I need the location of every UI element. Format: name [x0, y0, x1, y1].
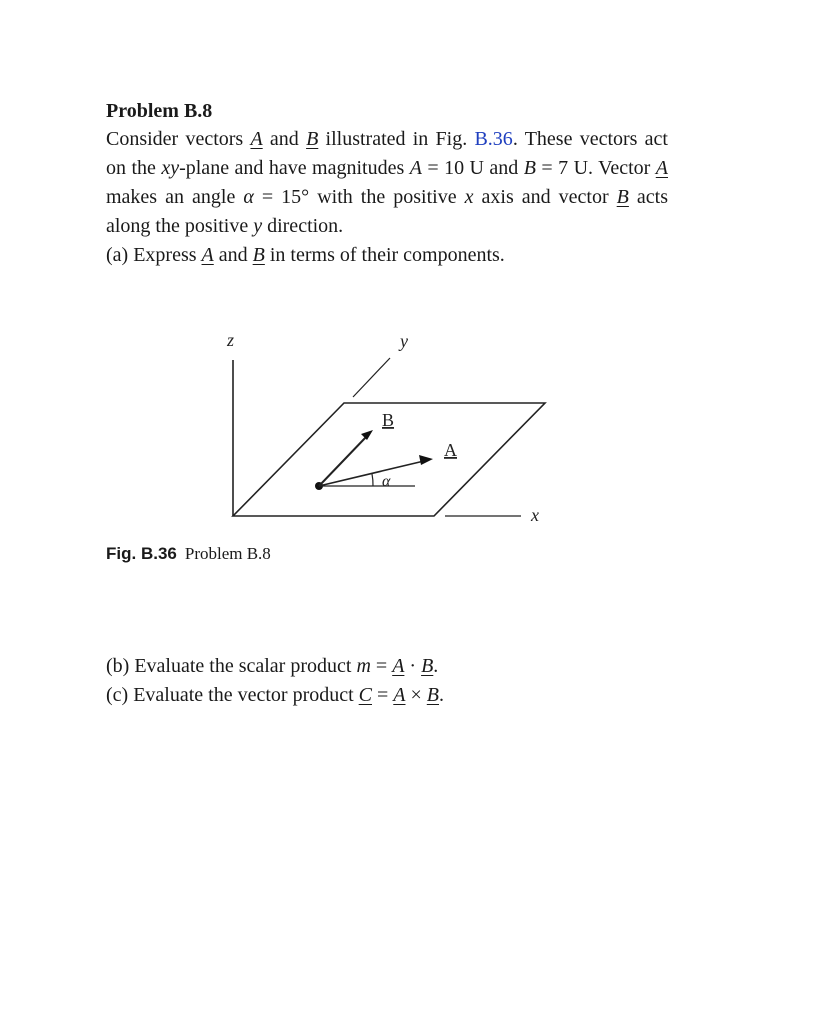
vector-a: A: [250, 128, 263, 150]
problem-block: [106, 97, 668, 270]
vector-a-arrow: [319, 461, 424, 486]
part-a: [106, 241, 668, 270]
y-symbol: y: [253, 215, 263, 237]
text: illustrated in Fig.: [318, 128, 475, 150]
angle-arc: [372, 474, 373, 486]
questions-block: [106, 652, 444, 710]
vector-a: A: [392, 655, 405, 677]
m-symbol: m: [356, 655, 371, 677]
vector-b: B: [421, 655, 434, 677]
xy-symbol: xy: [161, 157, 180, 179]
text: (b) Evaluate the scalar product: [106, 655, 357, 677]
text: direction.: [262, 215, 344, 237]
text: . These vectors act on the: [106, 128, 668, 179]
vector-b: B: [306, 128, 319, 150]
x-axis-label: x: [531, 505, 539, 525]
alpha-label: α: [382, 473, 391, 490]
figure-link[interactable]: B.36: [474, 128, 513, 150]
text: Consider vectors: [106, 128, 251, 150]
text: = 7 U. Vector: [535, 157, 656, 179]
x-symbol: x: [464, 186, 474, 208]
text: .: [433, 655, 439, 677]
vector-b-arrowhead: [361, 430, 373, 440]
caption-text: Problem B.8: [184, 544, 271, 563]
figure-caption: [106, 544, 271, 564]
caption-label: Fig. B.36: [106, 544, 177, 563]
text: (c) Evaluate the vector product: [106, 684, 359, 706]
vector-c: C: [358, 684, 372, 706]
problem-statement: [106, 125, 668, 241]
text: .: [439, 684, 444, 706]
text: -plane and have magnitudes: [179, 157, 410, 179]
text: = 10 U and: [421, 157, 524, 179]
z-axis-label: z: [227, 330, 235, 350]
vector-b: B: [426, 684, 439, 706]
text: ·: [404, 655, 422, 677]
text: axis and vector: [473, 186, 617, 208]
vector-diagram: [195, 320, 575, 535]
text: ×: [405, 684, 427, 706]
text: in terms of their components.: [264, 244, 505, 266]
vector-b-label: B: [382, 410, 395, 430]
text: (a) Express: [106, 244, 202, 266]
part-c: [106, 681, 444, 710]
text: acts along the positive: [106, 186, 669, 237]
text: = 15° with the positive: [253, 186, 465, 208]
text: and: [262, 128, 307, 150]
magnitude-a: A: [409, 157, 422, 179]
vector-a: A: [393, 684, 406, 706]
text: =: [370, 655, 393, 677]
y-axis-label: y: [400, 331, 408, 351]
magnitude-b: B: [523, 157, 536, 179]
vector-a-arrowhead: [419, 455, 433, 465]
text: makes an angle: [106, 186, 244, 208]
part-b: [106, 652, 444, 681]
vector-b-arrow: [319, 436, 367, 486]
vector-a-label: A: [444, 440, 457, 460]
vector-b: B: [252, 244, 265, 266]
text: =: [372, 684, 394, 706]
vector-b: B: [616, 186, 629, 208]
vector-a: A: [655, 157, 668, 179]
problem-title: Problem B.8: [106, 100, 213, 122]
alpha-symbol: α: [243, 186, 254, 208]
text: and: [213, 244, 253, 266]
y-axis-line: [353, 358, 390, 397]
vector-a: A: [201, 244, 214, 266]
